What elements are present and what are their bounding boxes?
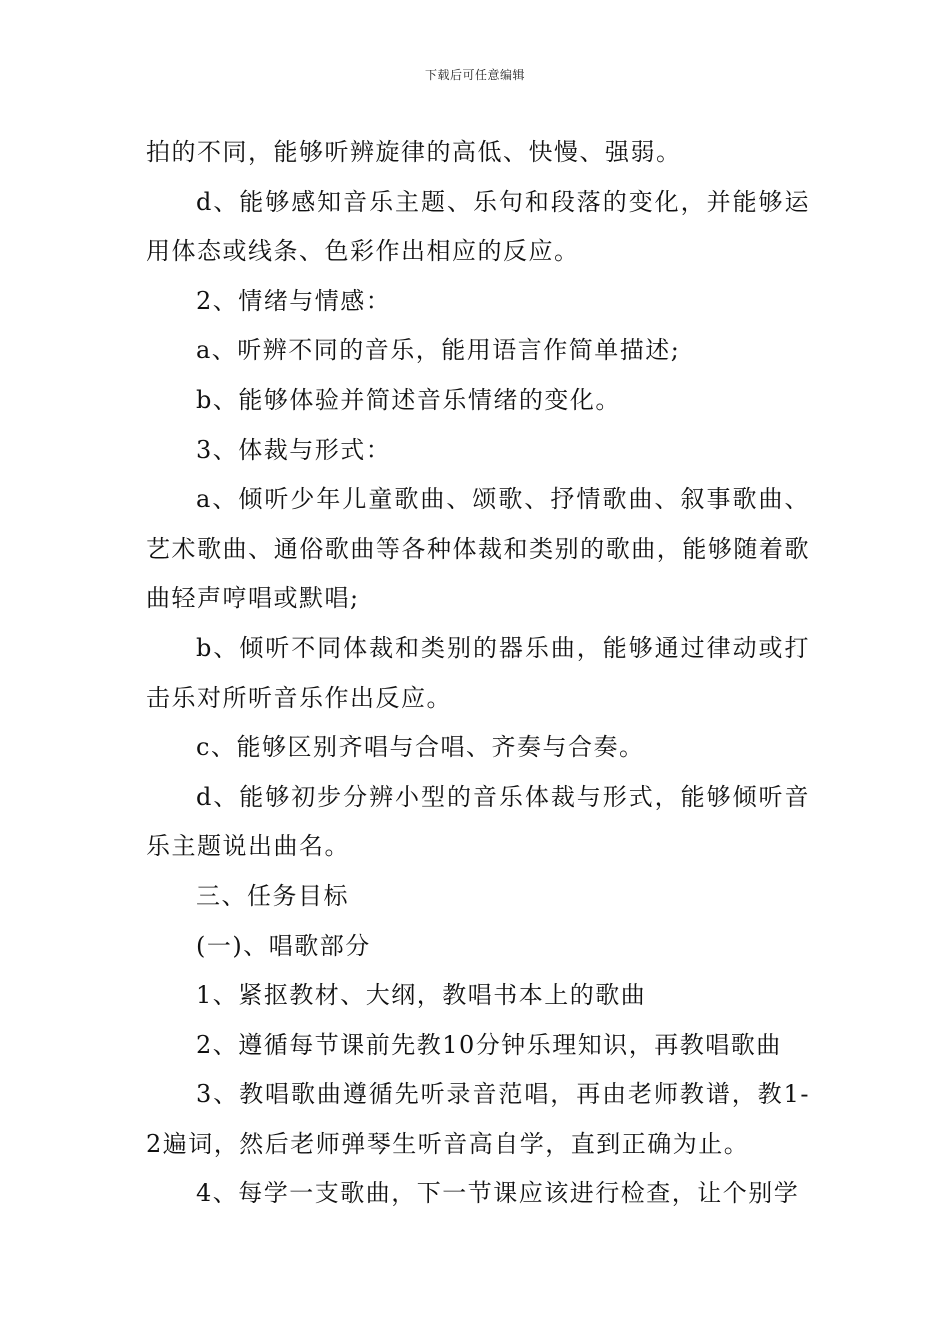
paragraph-8: c、能够区别齐唱与合唱、齐奏与合奏。 (196, 733, 645, 762)
paragraph-5: 3、体裁与形式： (196, 435, 392, 464)
paragraph-4: b、能够体验并简述音乐情绪的变化。 (196, 385, 621, 414)
document-body (146, 128, 810, 1219)
page-header: 下载后可任意编辑 (424, 68, 525, 82)
section-heading-task-goals: 三、任务目标 (196, 881, 349, 910)
paragraph-2: 2、情绪与情感： (196, 286, 392, 315)
paragraph-6: a、倾听少年儿童歌曲、颂歌、抒情歌曲、叙事歌曲、艺术歌曲、通俗歌曲等各种体裁和类别的歌曲，能够随着歌曲轻声哼唱或默唱; (146, 485, 810, 613)
paragraph-7: b、倾听不同体裁和类别的器乐曲，能够通过律动或打击乐对所听音乐作出反应。 (146, 633, 810, 712)
paragraph-12: 1、紧抠教材、大纲，教唱书本上的歌曲 (196, 981, 647, 1010)
paragraph-0: 拍的不同，能够听辨旋律的高低、快慢、强弱。 (146, 138, 682, 166)
paragraph-1: d、能够感知音乐主题、乐句和段落的变化，并能够运用体态或线条、色彩作出相应的反应。 (146, 187, 810, 266)
paragraph-9: d、能够初步分辨小型的音乐体裁与形式，能够倾听音乐主题说出曲名。 (146, 782, 810, 861)
paragraph-14: 3、教唱歌曲遵循先听录音范唱，再由老师教谱，教1-2遍词，然后老师弹琴生听音高自学，直到正确为止。 (146, 1080, 810, 1158)
paragraph-13: 2、遵循每节课前先教10分钟乐理知识，再教唱歌曲 (196, 1030, 782, 1059)
paragraph-15: 4、每学一支歌曲，下一节课应该进行检查，让个别学 (196, 1179, 800, 1208)
paragraph-3: a、听辨不同的音乐，能用语言作简单描述; (196, 336, 681, 365)
subsection-heading-singing: (一)、唱歌部分 (196, 931, 371, 960)
